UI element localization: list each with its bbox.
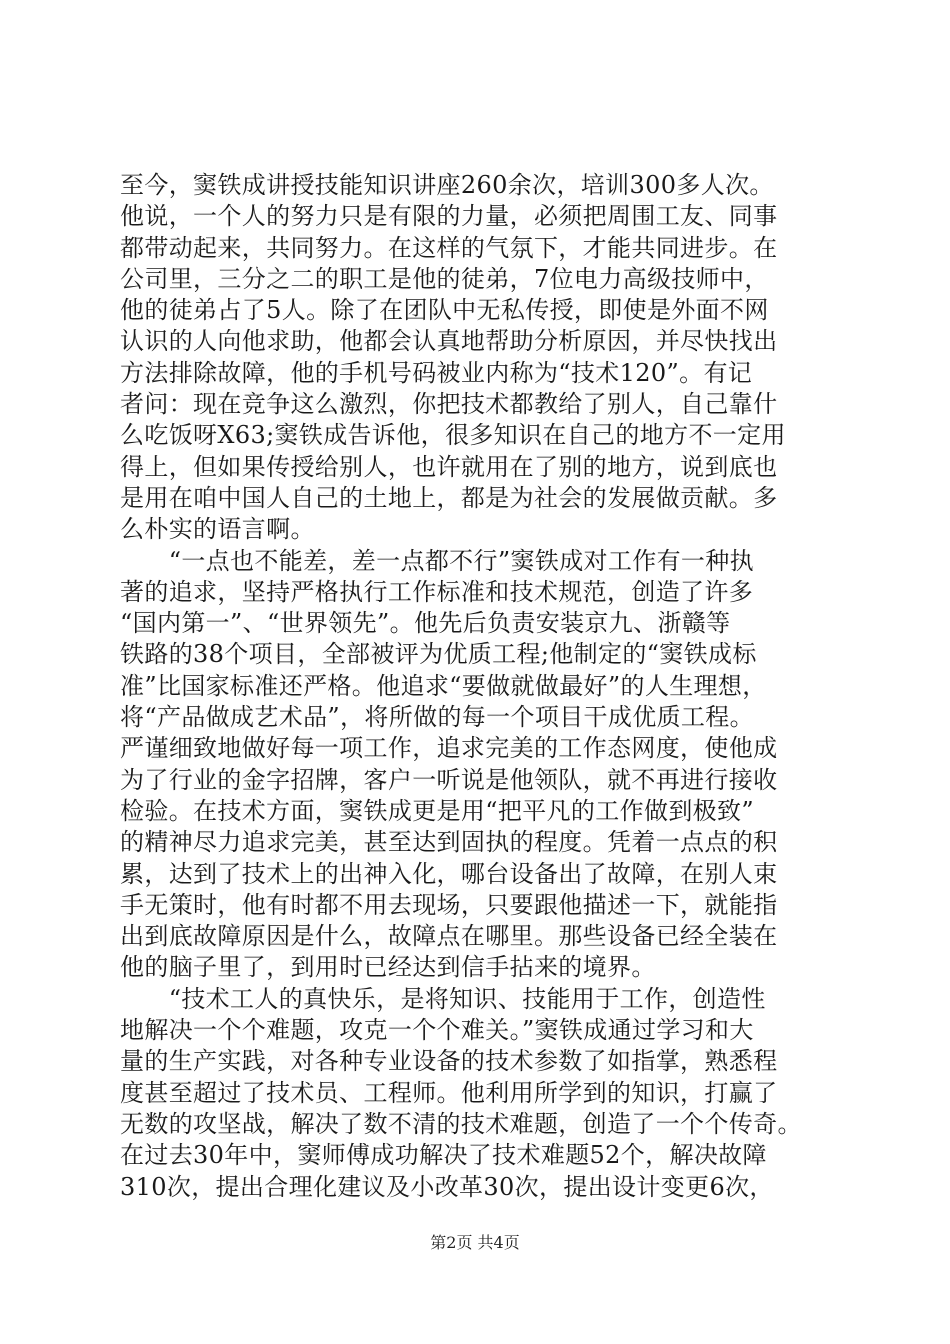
text-line: 在过去30年中，窦师傅成功解决了技术难题52个，解决故障: [120, 1141, 767, 1170]
text-line: 检验。在技术方面，窦铁成更是用“把平凡的工作做到极致”: [120, 796, 754, 825]
text-line: 将“产品做成艺术品”，将所做的每一个项目干成优质工程。: [120, 703, 754, 732]
text-line: 准”比国家标准还严格。他追求“要做就做最好”的人生理想，: [120, 671, 767, 700]
text-line: 至今，窦铁成讲授技能知识讲座260余次，培训300多人次。: [120, 171, 774, 199]
text-line: 方法排除故障，他的手机号码被业内称为“技术120”。有记: [120, 358, 753, 387]
text-line: 量的生产实践，对各种专业设备的技术参数了如指掌，熟悉程: [120, 1047, 778, 1076]
text-line: 地解决一个个难题，攻克一个个难关。”窦铁成通过学习和大: [120, 1016, 754, 1045]
text-line: 是用在咱中国人自己的土地上，都是为社会的发展做贡献。多: [120, 483, 778, 512]
text-line: 为了行业的金字招牌，客户一听说是他领队，就不再进行接收: [120, 765, 778, 794]
text-line: 的精神尽力追求完美，甚至达到固执的程度。凭着一点点的积: [120, 828, 778, 857]
text-line: 著的追求，坚持严格执行工作标准和技术规范，创造了许多: [120, 577, 754, 606]
text-line: 出到底故障原因是什么，故障点在哪里。那些设备已经全装在: [120, 922, 778, 951]
text-line: 他的徒弟占了5人。除了在团队中无私传授，即使是外面不网: [120, 296, 769, 325]
text-line: 者问：现在竞争这么激烈，你把技术都教给了别人，自己靠什: [120, 390, 778, 419]
text-line: “国内第一”、“世界领先”。他先后负责安装京九、浙赣等: [120, 609, 731, 638]
text-line: 铁路的38个项目，全部被评为优质工程;他制定的“窦铁成标: [120, 640, 757, 669]
text-line: 310次，提出合理化建议及小改革30次，提出设计变更6次，: [120, 1172, 774, 1201]
text-line: 累，达到了技术上的出神入化，哪台设备出了故障，在别人束: [120, 859, 778, 888]
text-line: “一点也不能差，差一点都不行”窦铁成对工作有一种执: [120, 546, 754, 575]
text-line: 认识的人向他求助，他都会认真地帮助分析原因，并尽快找出: [120, 327, 778, 356]
text-line: 公司里，三分之二的职工是他的徒弟，7位电力高级技师中，: [120, 264, 769, 293]
text-line: “技术工人的真快乐，是将知识、技能用于工作，创造性: [120, 984, 766, 1013]
text-line: 他的脑子里了，到用时已经达到信手拈来的境界。: [120, 953, 656, 982]
text-line: 手无策时，他有时都不用去现场，只要跟他描述一下，就能指: [120, 890, 778, 919]
text-line: 度甚至超过了技术员、工程师。他利用所学到的知识，打赢了: [120, 1078, 778, 1107]
text-line: 都带动起来，共同努力。在这样的气氛下，才能共同进步。在: [120, 233, 778, 262]
text-line: 他说，一个人的努力只是有限的力量，必须把周围工友、同事: [120, 202, 778, 231]
text-line: 么吃饭呀X63;窦铁成告诉他，很多知识在自己的地方不一定用: [120, 421, 786, 450]
body-text: [120, 170, 840, 1203]
text-line: 得上，但如果传授给别人，也许就用在了别的地方，说到底也: [120, 452, 778, 481]
page-footer: 第2页 共4页: [430, 1233, 520, 1252]
text-line: 么朴实的语言啊。: [120, 515, 315, 544]
text-line: 严谨细致地做好每一项工作，追求完美的工作态网度，使他成: [120, 734, 778, 763]
text-line: 无数的攻坚战，解决了数不清的技术难题，创造了一个个传奇。: [120, 1109, 802, 1138]
